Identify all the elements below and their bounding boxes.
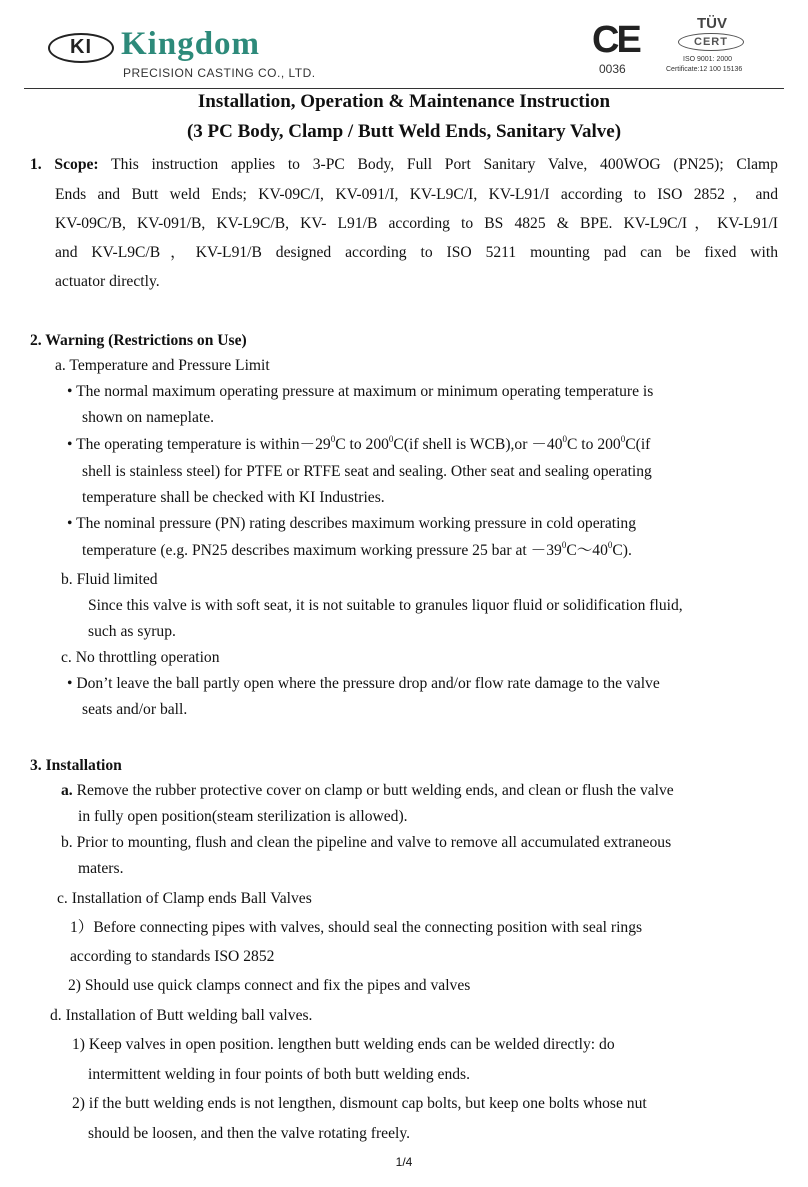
tuv-iso-label: ISO 9001: 2000 <box>683 56 733 63</box>
installation-line: according to standards ISO 2852 <box>70 948 275 965</box>
no-throttling-heading: c. No throttling operation <box>61 649 220 666</box>
bullet-line: temperature shall be checked with KI Industries. <box>82 489 385 506</box>
installation-line: maters. <box>78 860 124 877</box>
bullet-line: • The operating temperature is $within-29^0C$ to $200^0C(if$ shell is $WCB),or -40^0C$ to $200^0C(if$ <box>67 434 651 453</box>
installation-line: 2) if the butt welding ends is not lengthen, dismount cap bolts, but keep one bolts whose nut <box>72 1095 647 1112</box>
installation-line: 1）Before connecting pipes with valves, should seal the connecting position with seal rings <box>70 919 643 936</box>
clamp-ends-heading: c. Installation of Clamp ends Ball Valves <box>57 890 312 907</box>
scope-line: and KV-L9C/B，KV-L91/B designed according to ISO 5211 mounting pad can be fixed with <box>55 244 778 261</box>
installation-line: intermittent welding in four points of both butt welding ends. <box>88 1066 471 1083</box>
tuv-logo: TÜV <box>697 15 727 32</box>
bullet-line: shell is stainless steel) for PTFE or RTFE seat and sealing. Other seat and sealing operating <box>82 463 652 480</box>
bullet-line: • Don’t leave the ball partly open where the pressure drop and/or flow rate damage to the valve <box>67 675 660 692</box>
installation-line: 1) Keep valves in open position. lengthen butt welding ends can be welded directly: do <box>72 1036 615 1053</box>
installation-line: a. Remove the rubber protective cover on clamp or butt welding ends, and clean or flush the valve <box>61 782 674 799</box>
installation-line: in fully open position(steam sterilization is allowed). <box>78 808 408 825</box>
tuv-certificate-number: Certificate:12 100 15136 <box>666 66 743 73</box>
scope-label: 1. Scope: <box>30 156 99 173</box>
document-subtitle: (3 PC Body, Clamp / Butt Weld Ends, Sanitary Valve) <box>186 121 622 142</box>
scope-line: KV-09C/B, KV-091/B, KV-L9C/B, KV- L91/B according to BS 4825 & BPE. KV-L9C/I，KV-L91/I <box>55 215 778 232</box>
scope-text: This instruction applies to 3-PC Body, Full Port Sanitary Valve, 400WOG (PN25); Clamp <box>98 156 778 173</box>
installation-line: b. Prior to mounting, flush and clean the pipeline and valve to remove all accumulated extraneous <box>61 834 672 851</box>
scope-paragraph-line <box>30 155 778 175</box>
bullet-line: shown on nameplate. <box>82 409 215 426</box>
temperature-pressure-heading: a. Temperature and Pressure Limit <box>55 357 270 374</box>
installation-line: should be loosen, and then the valve rotating freely. <box>88 1125 411 1142</box>
scope-line: Ends and Butt weld Ends; KV-09C/I, KV-091/I, KV-L9C/I, KV-L91/I according to ISO 2852，and <box>55 186 778 203</box>
tuv-cert-badge: CERT <box>678 33 744 51</box>
ce-number: 0036 <box>599 62 626 76</box>
company-subtitle: PRECISION CASTING CO., LTD. <box>123 66 316 80</box>
company-name: Kingdom <box>121 26 261 62</box>
bullet-line: temperature (e.g. PN25 describes maximum working pressure 25 bar at $-39^0C\sim 40^0C$). <box>82 540 632 559</box>
fluid-limited-line: such as syrup. <box>88 623 176 640</box>
bullet-line: seats and/or ball. <box>82 701 188 718</box>
installation-heading: 3. Installation <box>30 757 122 774</box>
bullet-line: • The normal maximum operating pressure at maximum or minimum operating temperature is <box>67 383 654 400</box>
page-number: 1/4 <box>395 1155 413 1169</box>
company-logo-mark: KI <box>48 33 114 63</box>
document-title: Installation, Operation & Maintenance Instruction <box>197 91 611 112</box>
ce-mark-logo: CE <box>592 19 639 61</box>
fluid-limited-line: Since this valve is with soft seat, it is not suitable to granules liquor fluid or solidification fluid, <box>88 597 683 614</box>
bullet-line: • The nominal pressure (PN) rating describes maximum working pressure in cold operating <box>67 515 637 532</box>
fluid-limited-heading: b. Fluid limited <box>61 571 158 588</box>
warning-heading: 2. Warning (Restrictions on Use) <box>30 332 247 349</box>
header-divider <box>24 88 784 89</box>
butt-welding-heading: d. Installation of Butt welding ball valves. <box>50 1007 313 1024</box>
installation-line: 2) Should use quick clamps connect and fix the pipes and valves <box>68 977 471 994</box>
scope-line: actuator directly. <box>55 273 160 290</box>
